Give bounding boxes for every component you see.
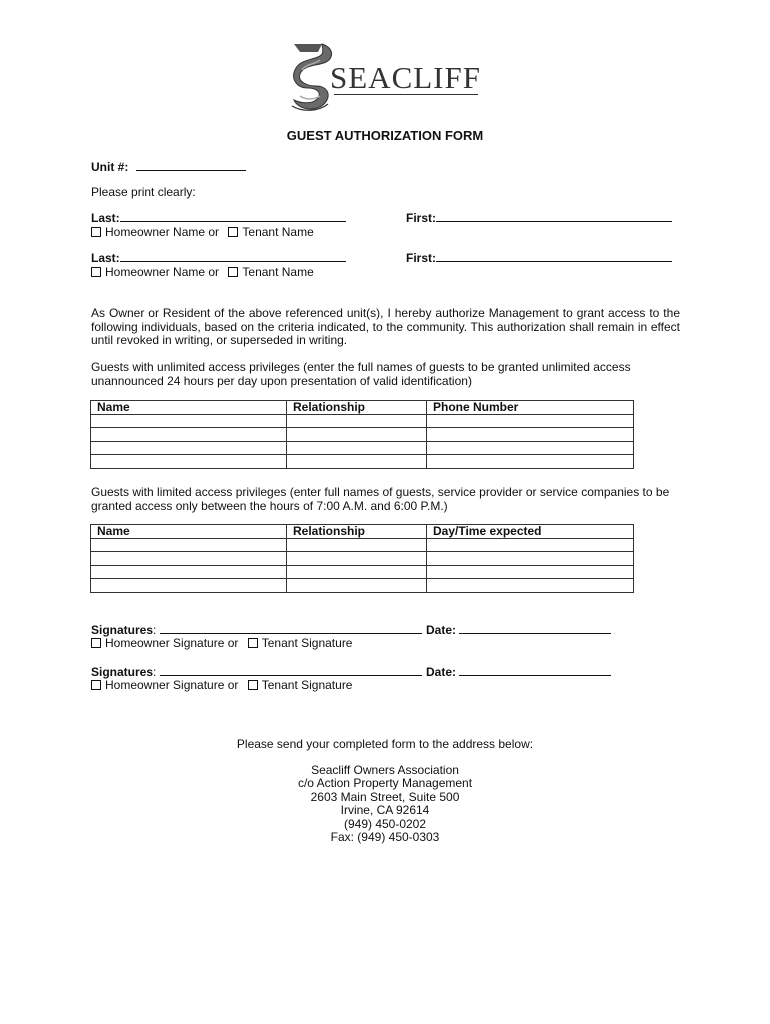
first-name-field-2[interactable] (406, 251, 672, 265)
name-cell[interactable] (91, 428, 287, 442)
unit-label: Unit #: (91, 160, 129, 174)
table-row (91, 552, 634, 566)
date-field-1[interactable] (426, 623, 611, 637)
signature-input-line[interactable] (160, 633, 422, 634)
signature-label: Signatures (91, 665, 154, 679)
relationship-cell[interactable] (287, 428, 427, 442)
tenant-checkbox[interactable] (248, 680, 258, 690)
tenant-signature-option: Tenant Signature (261, 678, 353, 692)
print-instruction: Please print clearly: (91, 185, 196, 199)
last-name-field-1[interactable] (91, 211, 346, 225)
name-cell[interactable] (91, 552, 287, 566)
signature-type-options-1 (91, 636, 352, 650)
date-label: Date: (426, 665, 457, 679)
fax-line: Fax: (949) 450-0303 (330, 830, 440, 844)
signature-field-2[interactable]: Signatures: (91, 665, 422, 679)
relationship-cell[interactable] (287, 455, 427, 469)
tenant-option-label: Tenant Name (242, 225, 314, 239)
form-title: GUEST AUTHORIZATION FORM (286, 128, 484, 143)
unit-field[interactable] (91, 160, 246, 174)
phone-cell[interactable] (427, 414, 634, 428)
phone-line: (949) 450-0202 (343, 817, 427, 831)
day-time-header: Day/Time expected (427, 525, 634, 539)
signature-type-options-2 (91, 678, 352, 692)
date-input-line[interactable] (459, 675, 611, 676)
homeowner-checkbox[interactable] (91, 267, 101, 277)
table-row (91, 428, 634, 442)
signature-label: Signatures (91, 623, 154, 637)
limited-access-intro: Guests with limited access privileges (enter full names of guests, service provider or service companies to be granted access only between the hours of 7:00 A.M. and 6:00 P.M.) (91, 485, 670, 513)
address-line: Seacliff Owners Association (311, 763, 459, 777)
day-time-cell[interactable] (427, 538, 634, 552)
date-label: Date: (426, 623, 457, 637)
limited-guests-table (90, 524, 634, 593)
unlimited-access-intro: Guests with unlimited access privileges (enter the full names of guests to be granted unlimited access unannounced 24 hours per day upon presentation of valid identification) (91, 360, 631, 388)
last-name-input-line[interactable] (120, 221, 346, 222)
phone-cell[interactable] (427, 441, 634, 455)
name-cell[interactable] (91, 565, 287, 579)
seacliff-logo (288, 40, 480, 112)
name-cell[interactable] (91, 579, 287, 593)
last-name-label: Last: (91, 251, 120, 265)
homeowner-checkbox[interactable] (91, 680, 101, 690)
name-type-options-1 (91, 225, 314, 239)
date-input-line[interactable] (459, 633, 611, 634)
first-name-input-line[interactable] (436, 221, 672, 222)
first-name-field-1[interactable] (406, 211, 672, 225)
phone-cell[interactable] (427, 455, 634, 469)
logo-text: SEACLIFF (330, 60, 481, 95)
address-line: 2603 Main Street, Suite 500 (310, 790, 460, 804)
address-line: Irvine, CA 92614 (340, 803, 430, 817)
tenant-checkbox[interactable] (248, 638, 258, 648)
relationship-cell[interactable] (287, 552, 427, 566)
name-type-options-2 (91, 265, 314, 279)
first-name-label: First: (406, 211, 436, 225)
table-row (91, 538, 634, 552)
unit-input-line[interactable] (136, 170, 246, 171)
tenant-option-label: Tenant Name (242, 265, 314, 279)
relationship-cell[interactable] (287, 441, 427, 455)
last-name-label: Last: (91, 211, 120, 225)
tenant-checkbox[interactable] (228, 267, 238, 277)
table-header-row (91, 525, 634, 539)
last-name-input-line[interactable] (120, 261, 346, 262)
authorization-text: As Owner or Resident of the above referenced unit(s), I hereby authorize Management to grant access to the following individuals, based on the criteria indicated, to the community. This authorization shall remain in effect until revoked in writing, or superseded in writing. (91, 306, 680, 347)
signature-input-line[interactable] (160, 675, 422, 676)
relationship-header: Relationship (287, 401, 427, 415)
unlimited-guests-table (90, 400, 634, 469)
relationship-cell[interactable] (287, 579, 427, 593)
relationship-cell[interactable] (287, 538, 427, 552)
first-name-label: First: (406, 251, 436, 265)
homeowner-checkbox[interactable] (91, 227, 101, 237)
table-row (91, 455, 634, 469)
name-cell[interactable] (91, 455, 287, 469)
homeowner-option-label: Homeowner Name or (105, 225, 220, 239)
day-time-cell[interactable] (427, 579, 634, 593)
name-header: Name (91, 525, 287, 539)
table-row (91, 565, 634, 579)
first-name-input-line[interactable] (436, 261, 672, 262)
table-row (91, 441, 634, 455)
homeowner-signature-option: Homeowner Signature or (105, 678, 239, 692)
tenant-checkbox[interactable] (228, 227, 238, 237)
date-field-2[interactable] (426, 665, 611, 679)
tenant-signature-option: Tenant Signature (261, 636, 353, 650)
table-row (91, 579, 634, 593)
name-cell[interactable] (91, 538, 287, 552)
address-line: c/o Action Property Management (297, 776, 473, 790)
day-time-cell[interactable] (427, 552, 634, 566)
table-row (91, 414, 634, 428)
send-instruction: Please send your completed form to the address below: (236, 737, 534, 751)
name-header: Name (91, 401, 287, 415)
phone-cell[interactable] (427, 428, 634, 442)
table-header-row (91, 401, 634, 415)
signature-field-1[interactable]: Signatures: (91, 623, 422, 637)
homeowner-checkbox[interactable] (91, 638, 101, 648)
relationship-header: Relationship (287, 525, 427, 539)
name-cell[interactable] (91, 414, 287, 428)
relationship-cell[interactable] (287, 565, 427, 579)
homeowner-option-label: Homeowner Name or (105, 265, 220, 279)
phone-number-header: Phone Number (427, 401, 634, 415)
homeowner-signature-option: Homeowner Signature or (105, 636, 239, 650)
name-cell[interactable] (91, 441, 287, 455)
day-time-cell[interactable] (427, 565, 634, 579)
logo-underline (334, 94, 478, 95)
relationship-cell[interactable] (287, 414, 427, 428)
last-name-field-2[interactable] (91, 251, 346, 265)
